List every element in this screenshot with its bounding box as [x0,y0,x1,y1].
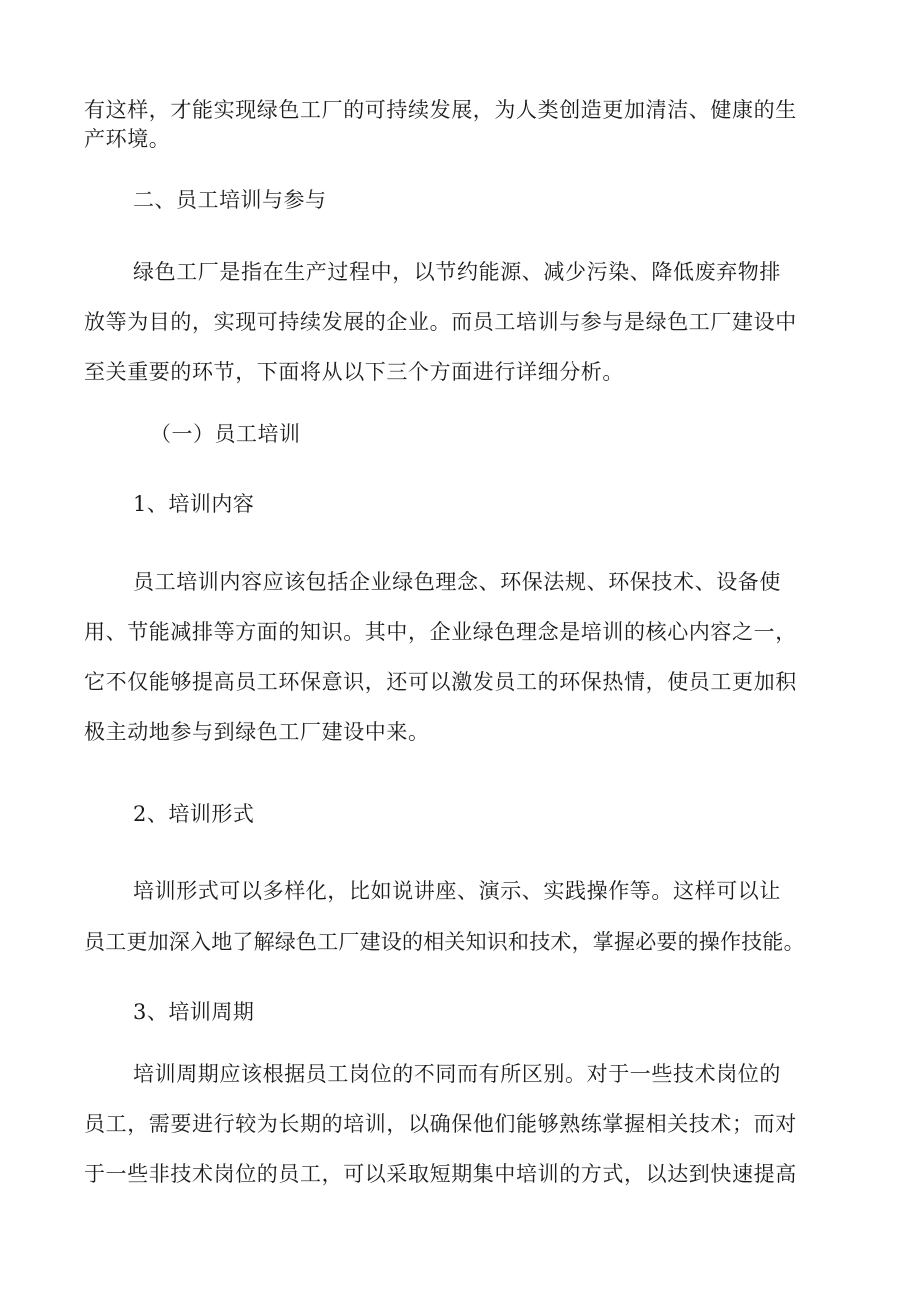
paragraph-line: 员工，需要进行较为长期的培训，以确保他们能够熟练掌握相关技术；而对 [84,1112,797,1136]
paragraph-line: 有这样，才能实现绿色工厂的可持续发展，为人类创造更加清洁、健康的生 [84,98,797,122]
paragraph-line: 极主动地参与到绿色工厂建设中来。 [84,720,430,744]
item-heading-3: 3、培训周期 [133,1000,255,1024]
paragraph-line: 于一些非技术岗位的员工，可以采取短期集中培训的方式，以达到快速提高 [84,1162,797,1186]
section-heading: 二、员工培训与参与 [133,188,327,212]
paragraph-line: 绿色工厂是指在生产过程中，以节约能源、减少污染、降低废弃物排 [133,260,781,284]
paragraph-line: 至关重要的环节，下面将从以下三个方面进行详细分析。 [84,360,624,384]
paragraph-line: 它不仅能够提高员工环保意识，还可以激发员工的环保热情，使员工更加积 [84,670,797,694]
item-heading-2: 2、培训形式 [133,802,255,826]
paragraph-line: 培训形式可以多样化，比如说讲座、演示、实践操作等。这样可以让 [133,879,781,903]
paragraph-line: 员工更加深入地了解绿色工厂建设的相关知识和技术，掌握必要的操作技能。 [84,930,805,954]
subsection-heading: （一）员工培训 [150,422,301,446]
paragraph-line: 员工培训内容应该包括企业绿色理念、环保法规、环保技术、设备使 [133,570,781,594]
item-heading-1: 1、培训内容 [133,492,255,516]
paragraph-line: 产环境。 [84,127,171,151]
paragraph-line: 放等为目的，实现可持续发展的企业。而员工培训与参与是绿色工厂建设中 [84,310,797,334]
paragraph-line: 用、节能减排等方面的知识。其中，企业绿色理念是培训的核心内容之一， [84,620,797,644]
paragraph-line: 培训周期应该根据员工岗位的不同而有所区别。对于一些技术岗位的 [133,1062,781,1086]
